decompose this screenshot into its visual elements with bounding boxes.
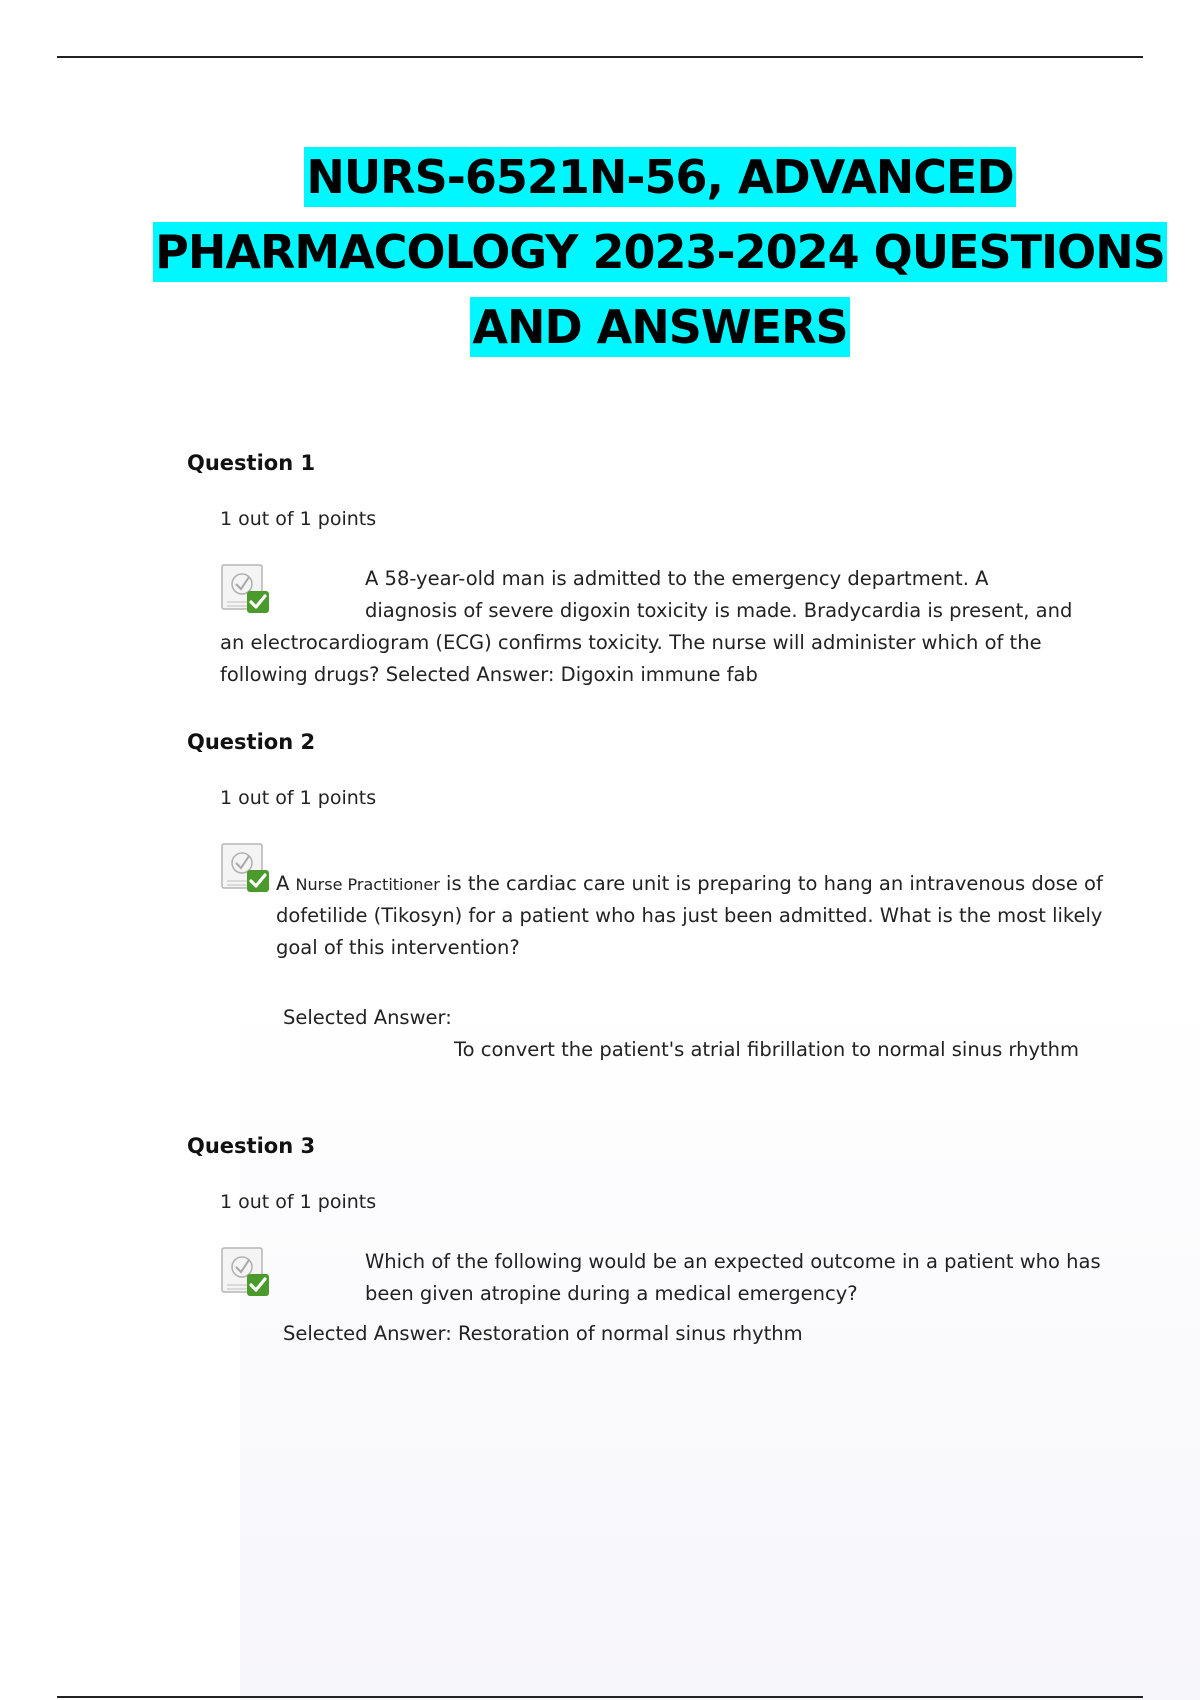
question-3-heading: Question 3 xyxy=(187,1134,316,1158)
question-3-text-line-2: been given atropine during a medical emergency? xyxy=(365,1282,858,1305)
title-line-1: NURS-6521N-56, ADVANCED xyxy=(304,147,1015,207)
question-2-text-line-3: goal of this intervention? xyxy=(276,936,520,959)
question-3-selected-answer: Selected Answer: Restoration of normal sinus rhythm xyxy=(283,1322,803,1345)
question-3-points: 1 out of 1 points xyxy=(220,1191,377,1213)
question-3-text-line-1: Which of the following would be an expected outcome in a patient who has xyxy=(365,1250,1101,1273)
document-title xyxy=(150,140,1170,365)
question-1-text-line-1: A 58-year-old man is admitted to the emergency department. A xyxy=(365,567,989,590)
question-2-text-line-2: dofetilide (Tikosyn) for a patient who has just been admitted. What is the most likely xyxy=(276,904,1103,927)
top-divider xyxy=(57,56,1143,58)
question-1-points: 1 out of 1 points xyxy=(220,508,377,530)
question-1-text-line-3: an electrocardiogram (ECG) confirms toxicity. The nurse will administer which of the xyxy=(220,631,1042,654)
title-line-2: PHARMACOLOGY 2023-2024 QUESTIONS xyxy=(153,222,1167,282)
question-2-points: 1 out of 1 points xyxy=(220,787,377,809)
graded-correct-check-icon xyxy=(218,562,272,616)
question-2-selected-answer: To convert the patient's atrial fibrillation to normal sinus rhythm xyxy=(454,1038,1079,1061)
question-1-text-line-4: following drugs? Selected Answer: Digoxin immune fab xyxy=(220,663,758,686)
question-2-selected-label: Selected Answer: xyxy=(283,1006,452,1029)
question-2-role: Nurse Practitioner xyxy=(295,875,440,894)
bottom-divider xyxy=(57,1696,1143,1698)
title-line-3: AND ANSWERS xyxy=(470,297,849,357)
question-2-heading: Question 2 xyxy=(187,730,316,754)
graded-correct-check-icon xyxy=(218,841,272,895)
graded-correct-check-icon xyxy=(218,1245,272,1299)
question-1-heading: Question 1 xyxy=(187,451,316,475)
question-1-text-line-2: diagnosis of severe digoxin toxicity is made. Bradycardia is present, and xyxy=(365,599,1073,622)
question-2-line-1-rest: is the cardiac care unit is preparing to hang an intravenous dose of xyxy=(439,872,1103,895)
question-2-text-line-1 xyxy=(276,868,1103,902)
question-2-prefix: A xyxy=(276,872,296,895)
